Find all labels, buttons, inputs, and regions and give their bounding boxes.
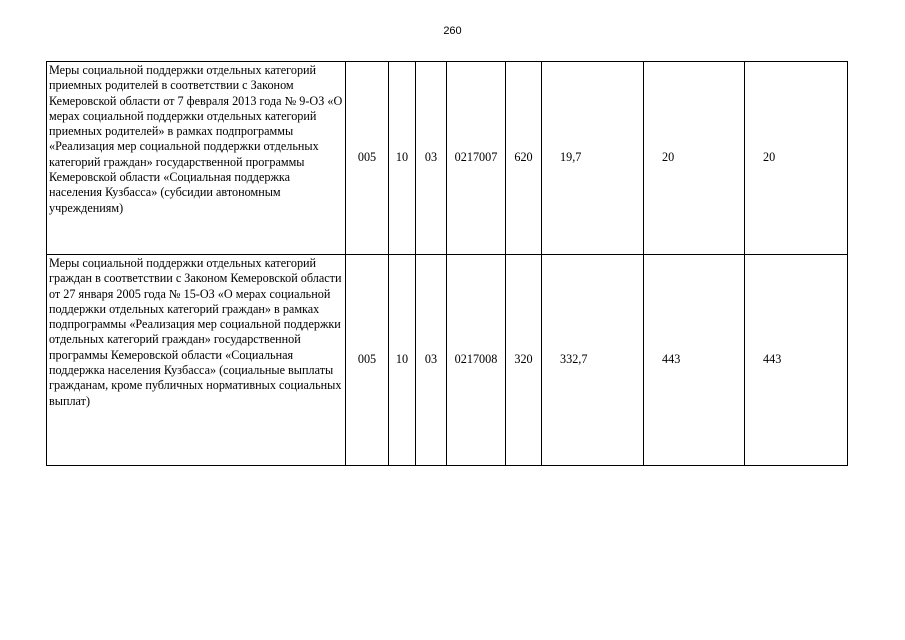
expense-type-code: 620 <box>506 62 542 255</box>
table-row <box>47 255 848 466</box>
row-description: Меры социальной поддержки отдельных категорий граждан в соответствии с Законом Кемеровской области от 27 января 2005 года № 15-ОЗ «О мерах социальной поддержки отдельных категорий граждан» в рамках подпрограммы «Реализация мер социальной поддержки отдельных категорий граждан» государственной программы Кемеровской области «Социальная поддержка населения Кузбасса» (социальные выплаты гражданам, кроме публичных нормативных социальных выплат) <box>47 255 346 466</box>
subsection-code: 03 <box>416 255 447 466</box>
ministry-code: 005 <box>346 62 389 255</box>
expense-type-code: 320 <box>506 255 542 466</box>
table-row <box>47 62 848 255</box>
amount-year-2: 20 <box>644 62 745 255</box>
amount-year-1: 19,7 <box>542 62 644 255</box>
amount-year-2: 443 <box>644 255 745 466</box>
section-code: 10 <box>389 255 416 466</box>
row-description: Меры социальной поддержки отдельных категорий приемных родителей в соответствии с Законом Кемеровской области от 7 февраля 2013 года № 9-ОЗ «О мерах социальной поддержки отдельных категорий приемных родителей» в рамках подпрограммы «Реализация мер социальной поддержки отдельных категорий граждан» государственной программы Кемеровской области «Социальная поддержка населения Кузбасса» (субсидии автономным учреждениям) <box>47 62 346 255</box>
subsection-code: 03 <box>416 62 447 255</box>
amount-year-3: 443 <box>745 255 848 466</box>
target-article-code: 0217008 <box>447 255 506 466</box>
page-number: 260 <box>443 25 462 37</box>
section-code: 10 <box>389 62 416 255</box>
amount-year-3: 20 <box>745 62 848 255</box>
ministry-code: 005 <box>346 255 389 466</box>
amount-year-1: 332,7 <box>542 255 644 466</box>
budget-table <box>46 61 848 466</box>
target-article-code: 0217007 <box>447 62 506 255</box>
